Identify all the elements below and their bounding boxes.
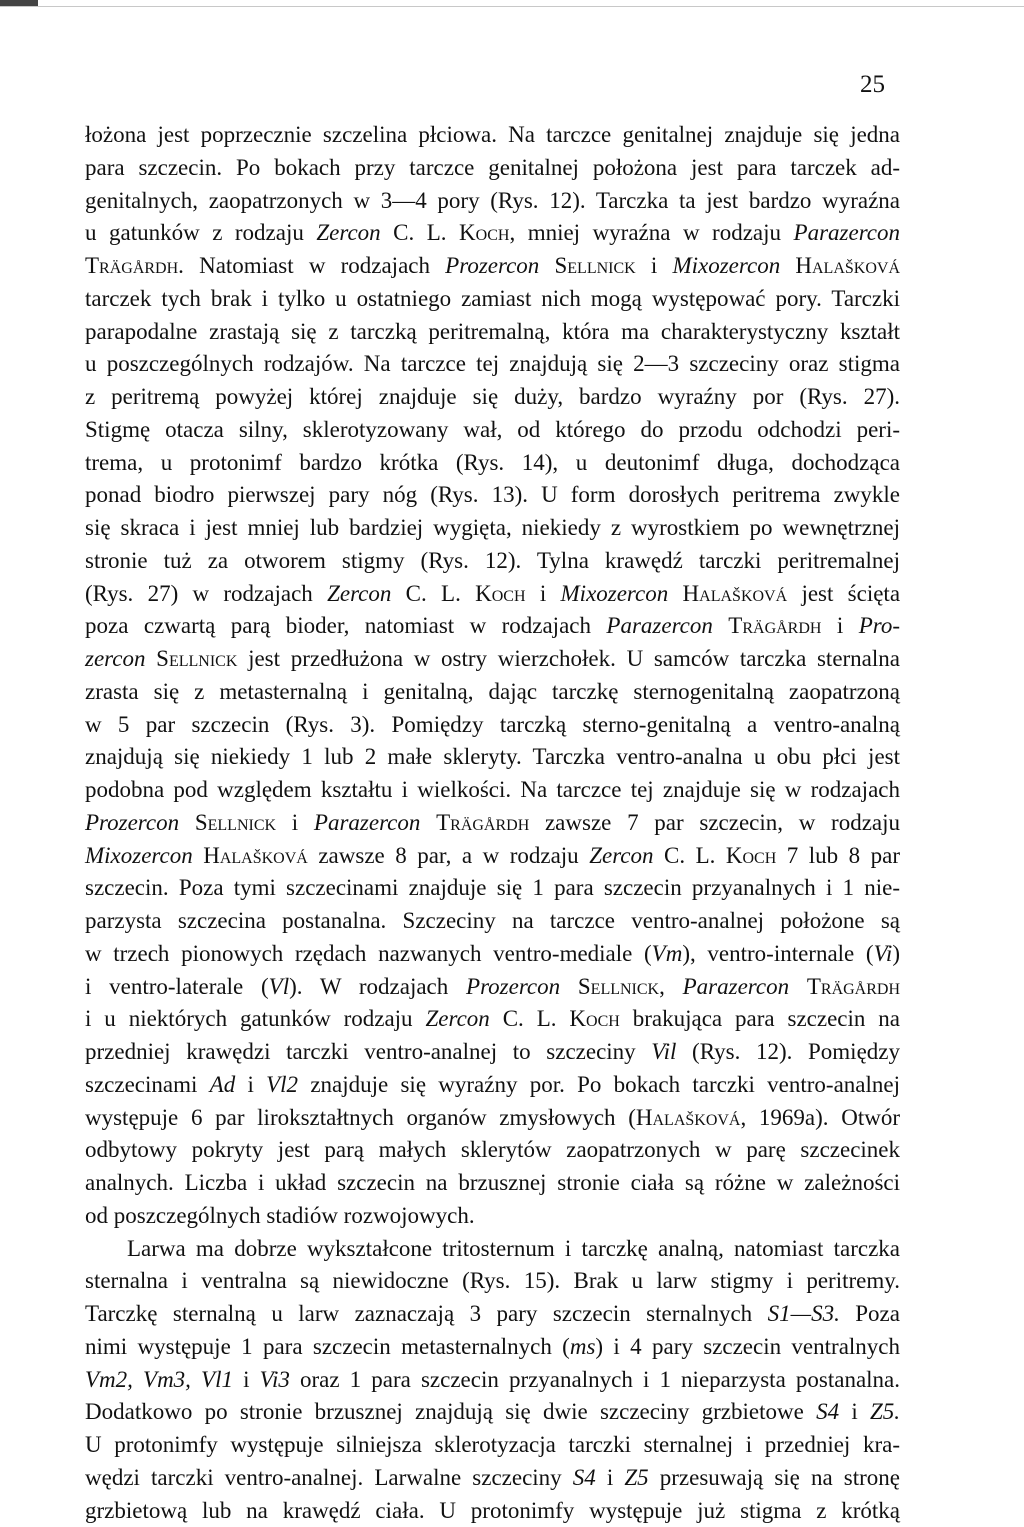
- italic-text: Vl2: [266, 1072, 298, 1097]
- italic-text: Prozercon: [466, 974, 560, 999]
- text-line: [85, 348, 900, 381]
- text-segment: grzbietową lub na krawędź ciała. U protonimfy występuje już stigma z krótką: [85, 1498, 900, 1523]
- text-segment: brakująca para szczecin na: [620, 1006, 900, 1031]
- italic-text: Vil: [651, 1039, 676, 1064]
- text-segment: i: [596, 1465, 625, 1490]
- author-name: Halašková: [795, 253, 900, 278]
- text-line: [85, 119, 900, 152]
- text-segment: genitalnych, zaopatrzonych w 3—4 pory (Rys. 12). Tarczka ta jest bardzo wyraźna: [85, 188, 900, 213]
- text-line: [85, 283, 900, 316]
- italic-text: Zercon: [327, 581, 391, 606]
- text-line: [85, 1134, 900, 1167]
- author-name: Sellnick: [578, 974, 659, 999]
- text-line: [85, 381, 900, 414]
- text-segment: zawsze 7 par szczecin, w rodzaju: [529, 810, 900, 835]
- author-name: Trägårdh: [728, 613, 821, 638]
- text-segment: oraz 1 para szczecin przyanalnych i 1 nieparzysta postanalna.: [290, 1367, 900, 1392]
- text-segment: Larwa ma dobrze wykształcone tritosternum i tarczkę analną, natomiast tarczka: [127, 1236, 900, 1261]
- text-segment: przesuwają się na stronę: [649, 1465, 900, 1490]
- italic-text: Vl: [269, 974, 289, 999]
- text-line: [85, 1102, 900, 1135]
- text-segment: C. L.: [391, 581, 475, 606]
- author-name: Koch: [726, 843, 776, 868]
- text-line: [85, 217, 900, 250]
- text-segment: zrasta się z metasternalną i genitalną, dając tarczkę sternogenitalną zaopatrzoną: [85, 679, 900, 704]
- text-line: [85, 1331, 900, 1364]
- text-segment: z peritremą powyżej której znajduje się duży, bardzo wyraźny por (Rys. 27).: [85, 384, 900, 409]
- text-line: [85, 938, 900, 971]
- text-segment: sternalna i ventralna są niewidoczne (Rys. 15). Brak u larw stigmy i peritremy.: [85, 1268, 900, 1293]
- text-segment: znajdują się niekiedy 1 lub 2 małe skleryty. Tarczka ventro-analna u obu płci jest: [85, 744, 900, 769]
- text-segment: i ventro-laterale (: [85, 974, 269, 999]
- text-segment: ponad biodro pierwszej pary nóg (Rys. 13). U form dorosłych peritrema zwykle: [85, 482, 900, 507]
- text-segment: C. L.: [381, 220, 459, 245]
- text-line: [85, 1200, 900, 1233]
- text-segment: [713, 613, 728, 638]
- text-segment: wędzi tarczki ventro-analnej. Larwalne szczeciny: [85, 1465, 573, 1490]
- text-line: [85, 774, 900, 807]
- text-line: [85, 545, 900, 578]
- text-segment: [420, 810, 436, 835]
- italic-text: Mixozercon: [85, 843, 193, 868]
- author-name: Halašková: [683, 581, 788, 606]
- text-segment: C. L.: [654, 843, 726, 868]
- italic-text: ms: [570, 1334, 596, 1359]
- paragraph: [85, 1233, 900, 1527]
- text-segment: od poszczególnych stadiów rozwojowych.: [85, 1203, 475, 1228]
- text-segment: parzysta szczecina postanalna. Szczeciny na tarczce ventro-analnej położone są: [85, 908, 900, 933]
- text-line: [85, 447, 900, 480]
- text-segment: u poszczególnych rodzajów. Na tarczce tej znajdują się 2—3 szczeciny oraz stigma: [85, 351, 900, 376]
- italic-text: Zercon: [316, 220, 380, 245]
- text-segment: Tarczkę sternalną u larw zaznaczają 3 pary szczecin sternalnych: [85, 1301, 768, 1326]
- text-segment: w 5 par szczecin (Rys. 3). Pomiędzy tarczką sterno-genitalną a ventro-analną: [85, 712, 900, 737]
- text-segment: , mniej wyraźna w rodzaju: [509, 220, 793, 245]
- italic-text: Parazercon: [314, 810, 420, 835]
- text-segment: (Rys. 27) w rodzajach: [85, 581, 327, 606]
- author-name: Koch: [475, 581, 525, 606]
- italic-text: Parazercon: [794, 220, 900, 245]
- italic-text: Prozercon: [445, 253, 539, 278]
- text-line: [85, 1495, 900, 1527]
- text-line: [85, 512, 900, 545]
- text-segment: [179, 810, 195, 835]
- text-line: [85, 905, 900, 938]
- author-name: Koch: [459, 220, 509, 245]
- text-line: [85, 479, 900, 512]
- text-segment: [193, 843, 204, 868]
- text-line: [85, 709, 900, 742]
- text-segment: występuje 6 par lirokształtnych organów zmysłowych (: [85, 1105, 636, 1130]
- text-segment: u gatunków z rodzaju: [85, 220, 316, 245]
- text-line: [85, 578, 900, 611]
- body-text: [85, 119, 900, 1527]
- text-line: [85, 1298, 900, 1331]
- text-line: [85, 414, 900, 447]
- text-line: [85, 1265, 900, 1298]
- italic-text: Vi: [874, 941, 893, 966]
- text-segment: [560, 974, 578, 999]
- text-segment: Stigmę otacza silny, sklerotyzowany wał, od którego do przodu odchodzi peri-: [85, 417, 900, 442]
- italic-text: Zercon: [425, 1006, 489, 1031]
- text-segment: i: [821, 613, 858, 638]
- text-segment: nimi występuje 1 para szczecin metasternalnych (: [85, 1334, 570, 1359]
- text-segment: przedniej krawędzi tarczki ventro-analnej to szczeciny: [85, 1039, 651, 1064]
- text-segment: . Natomiast w rodzajach: [178, 253, 445, 278]
- text-segment: ): [892, 941, 900, 966]
- text-segment: poza czwartą parą bioder, natomiast w rodzajach: [85, 613, 606, 638]
- text-segment: i: [276, 810, 314, 835]
- italic-text: Pro-: [859, 613, 900, 638]
- text-segment: analnych. Liczba i układ szczecin na brzusznej stronie ciała są różne w zależności: [85, 1170, 900, 1195]
- italic-text: Vm2, Vm3, Vl1: [85, 1367, 233, 1392]
- text-line: [85, 741, 900, 774]
- text-segment: i: [233, 1367, 260, 1392]
- text-segment: znajduje się wyraźny por. Po bokach tarczki ventro-analnej: [298, 1072, 900, 1097]
- text-segment: łożona jest poprzecznie szczelina płciowa. Na tarczce genitalnej znajduje się jedna: [85, 122, 900, 147]
- text-line: [85, 872, 900, 905]
- text-segment: C. L.: [490, 1006, 570, 1031]
- text-line: [85, 1069, 900, 1102]
- author-name: Sellnick: [195, 810, 276, 835]
- text-segment: tarczek tych brak i tylko u ostatniego zamiast nich mogą występować pory. Tarczki: [85, 286, 900, 311]
- italic-text: S4: [816, 1399, 839, 1424]
- text-segment: Poza: [840, 1301, 900, 1326]
- author-name: Sellnick: [554, 253, 635, 278]
- text-line: [85, 1003, 900, 1036]
- text-line: [85, 643, 900, 676]
- text-line: [85, 1429, 900, 1462]
- text-line: [85, 1167, 900, 1200]
- italic-text: Vi3: [260, 1367, 290, 1392]
- page-number: 25: [860, 70, 885, 100]
- text-segment: [539, 253, 554, 278]
- author-name: Halašková: [636, 1105, 741, 1130]
- italic-text: S4: [573, 1465, 596, 1490]
- text-line: [85, 971, 900, 1004]
- text-segment: [780, 253, 795, 278]
- author-name: Halašková: [203, 843, 308, 868]
- text-segment: ), ventro-internale (: [682, 941, 873, 966]
- text-segment: [668, 581, 682, 606]
- italic-text: Prozercon: [85, 810, 179, 835]
- text-segment: jest przedłużona w ostry wierzchołek. U samców tarczka sternalna: [237, 646, 900, 671]
- italic-text: Vm: [652, 941, 683, 966]
- text-segment: Dodatkowo po stronie brzusznej znajdują się dwie szczeciny grzbietowe: [85, 1399, 816, 1424]
- text-line: [85, 610, 900, 643]
- text-line: [85, 1036, 900, 1069]
- text-line: [85, 1462, 900, 1495]
- text-segment: parapodalne zrastają się z tarczką peritremalną, która ma charakterystyczny kształt: [85, 319, 900, 344]
- text-segment: [145, 646, 156, 671]
- paragraph: [85, 119, 900, 1233]
- text-line: [85, 185, 900, 218]
- text-segment: odbytowy pokryty jest parą małych sklerytów zaopatrzonych w parę szczecinek: [85, 1137, 900, 1162]
- text-line: [85, 316, 900, 349]
- italic-text: Z5: [624, 1465, 648, 1490]
- text-line: [85, 1364, 900, 1397]
- italic-text: Ad: [210, 1072, 236, 1097]
- text-segment: para szczecin. Po bokach przy tarczce genitalnej położona jest para tarczek ad-: [85, 155, 900, 180]
- text-segment: i: [526, 581, 561, 606]
- italic-text: Zercon: [589, 843, 653, 868]
- text-line: [85, 152, 900, 185]
- author-name: Sellnick: [156, 646, 237, 671]
- italic-text: Z5.: [870, 1399, 900, 1424]
- text-segment: szczecin. Poza tymi szczecinami znajduje się 1 para szczecin przyanalnych i 1 nie-: [85, 875, 900, 900]
- text-segment: i u niektórych gatunków rodzaju: [85, 1006, 425, 1031]
- text-segment: i: [235, 1072, 266, 1097]
- italic-text: S1—S3.: [768, 1301, 840, 1326]
- text-segment: 7 lub 8 par: [776, 843, 900, 868]
- author-name: Trägårdh: [85, 253, 178, 278]
- author-name: Trägårdh: [436, 810, 529, 835]
- text-line: [85, 250, 900, 283]
- text-segment: ). W rodzajach: [289, 974, 466, 999]
- italic-text: Parazercon: [606, 613, 712, 638]
- text-segment: ,: [659, 974, 683, 999]
- text-segment: ) i 4 pary szczecin ventralnych: [595, 1334, 900, 1359]
- text-segment: w trzech pionowych rzędach nazwanych ventro-mediale (: [85, 941, 652, 966]
- text-segment: podobna pod względem kształtu i wielkości. Na tarczce tej znajduje się w rodzajach: [85, 777, 900, 802]
- text-segment: jest ścięta: [787, 581, 900, 606]
- text-segment: U protonimfy występuje silniejsza sklerotyzacja tarczki sternalnej i przedniej kra-: [85, 1432, 900, 1457]
- text-segment: szczecinami: [85, 1072, 210, 1097]
- text-line: [85, 1396, 900, 1429]
- italic-text: zercon: [85, 646, 145, 671]
- italic-text: Parazercon: [683, 974, 789, 999]
- author-name: Trägårdh: [807, 974, 900, 999]
- text-segment: i: [636, 253, 673, 278]
- author-name: Koch: [569, 1006, 619, 1031]
- text-line: [85, 1233, 900, 1266]
- text-segment: zawsze 8 par, a w rodzaju: [308, 843, 589, 868]
- text-line: [85, 840, 900, 873]
- text-segment: i: [839, 1399, 870, 1424]
- italic-text: Mixozercon: [672, 253, 780, 278]
- italic-text: Mixozercon: [561, 581, 669, 606]
- text-line: [85, 676, 900, 709]
- text-segment: się skraca i jest mniej lub bardziej wygięta, niekiedy z wyrostkiem po wewnętrznej: [85, 515, 900, 540]
- text-segment: trema, u protonimf bardzo krótka (Rys. 14), u deutonimf długa, dochodząca: [85, 450, 900, 475]
- text-segment: stronie tuż za otworem stigmy (Rys. 12). Tylna krawędź tarczki peritremalnej: [85, 548, 900, 573]
- text-segment: [789, 974, 807, 999]
- text-segment: , 1969a). Otwór: [741, 1105, 901, 1130]
- scan-artifact-line: [0, 6, 1024, 7]
- text-segment: (Rys. 12). Pomiędzy: [676, 1039, 900, 1064]
- text-line: [85, 807, 900, 840]
